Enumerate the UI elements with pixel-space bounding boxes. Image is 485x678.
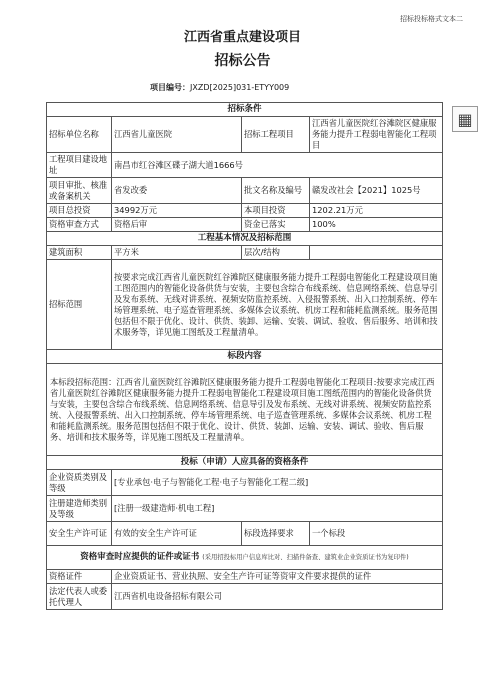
- tenderer-value: 江西省儿童医院: [112, 117, 242, 153]
- documents-title: 资格审查时应提供的证件或证书: [80, 552, 200, 562]
- safety-license-value: 有效的安全生产许可证: [112, 522, 242, 546]
- scope-value: 按要求完成江西省儿童医院红谷滩院区健康服务能力提升工程弱电智能化工程建设项目施工图范围内的智能化设备供货与安装，主要包含综合布线系统、信息网络系统、信息导引及发布系统、无线对讲系统、视频安防监控系统、入侵报警系统、出入口控制系统、停车场管理系统、电子巡查管理系统、多媒体会议系统、机房工程和能耗监测系统。服务范围包括但不限于优化、设计、供货、装卸、运输、安装、调试、验收、售后服务、培训和技术服务等，详见施工图纸及工程量清单。: [112, 260, 443, 350]
- safety-license-label: 安全生产许可证: [47, 522, 112, 546]
- area-unit: 平方米: [112, 246, 242, 260]
- document-title: 江西省重点建设项目: [183, 30, 301, 45]
- structure-value: [310, 246, 443, 260]
- address-label: 工程项目建设地址: [47, 153, 112, 178]
- section-documents: [47, 546, 443, 570]
- agent-value: 江西省机电设备招标有限公司: [112, 584, 443, 610]
- scope-label: 招标范围: [47, 260, 112, 350]
- structure-label: 层次/结构: [242, 246, 310, 260]
- builder-qual-value: [注册一级建造师·机电工程]: [112, 496, 443, 522]
- lot-content: 本标段招标范围：江西省儿童医院红谷滩院区健康服务能力提升工程弱电智能化工程项目:按要求完成江西省儿童医院红谷滩院区健康服务能力提升工程弱电智能化工程建设项目施工图纸范围内的智能化设备供货与安装，主要包含综合布线系统、信息网络系统、信息导引及发布系统、无线对讲系统、视频安防监控系统、入侵报警系统、出入口控制系统、停车场管理系统、电子巡查管理系统、多媒体会议系统、机房工程和能耗监测系统。服务范围包括但不限于优化、设计、供货、装卸、运输、安装、调试、验收、售后服务、培训和技术服务等，详见施工图纸及工程量清单。: [47, 364, 443, 456]
- approval-doc-label: 批文名称及编号: [242, 178, 310, 204]
- lot-selection-label: 标段选择要求: [242, 522, 310, 546]
- funds-label: 资金已落实: [242, 218, 310, 232]
- section-basic: 工程基本情况及招标范围: [47, 232, 443, 246]
- review-method-label: 资格审查方式: [47, 218, 112, 232]
- enterprise-qual-label: 企业资质类别及等级: [47, 470, 112, 496]
- project-number-label: 项目编号：: [150, 83, 190, 92]
- section-qualification: 投标（申请）人应具备的资格条件: [47, 456, 443, 470]
- documents-note: (采用招投标用户信息库比对、扫描件备查、建筑业企业资质证书为复印件): [202, 554, 409, 561]
- funds-value: 100%: [310, 218, 443, 232]
- project-number-value: JXZD[2025]031-ETYY009: [190, 83, 290, 92]
- approval-doc-value: 赣发改社会【2021】1025号: [310, 178, 443, 204]
- tender-table: [46, 102, 443, 610]
- tenderer-label: 招标单位名称: [47, 117, 112, 153]
- project-number: [150, 82, 289, 93]
- review-method-value: 资格后审: [112, 218, 242, 232]
- document-subtitle: 招标公告: [214, 53, 271, 69]
- approval-org-value: 省发改委: [112, 178, 242, 204]
- total-investment-value: 34992万元: [112, 204, 242, 218]
- project-label: 招标工程项目: [242, 117, 310, 153]
- approval-org-label: 项目审批、核准或备案机关: [47, 178, 112, 204]
- document-format-label: 招标投标格式文本二: [400, 15, 463, 23]
- builder-qual-label: 注册建造师类别及等级: [47, 496, 112, 522]
- enterprise-qual-value: [专业承包·电子与智能化工程·电子与智能化工程二级]: [112, 470, 443, 496]
- agent-label: 法定代表人或委托代理人: [47, 584, 112, 610]
- certificate-value: 企业资质证书、营业执照、安全生产许可证等资审文件要求提供的证件: [112, 570, 443, 584]
- project-value: 江西省儿童医院红谷滩院区健康服务能力提升工程弱电智能化工程项目: [310, 117, 443, 153]
- section-content: 标段内容: [47, 350, 443, 364]
- address-value: 南昌市红谷滩区碟子湖大道1666号: [112, 153, 443, 178]
- area-label: 建筑面积: [47, 246, 112, 260]
- total-investment-label: 项目总投资: [47, 204, 112, 218]
- contract-investment-label: 本项目投资: [242, 204, 310, 218]
- lot-selection-value: 一个标段: [310, 522, 443, 546]
- section-conditions: 招标条件: [47, 103, 443, 117]
- contract-investment-value: 1202.21万元: [310, 204, 443, 218]
- qr-code-icon[interactable]: ▦: [452, 106, 478, 132]
- certificate-label: 资格证件: [47, 570, 112, 584]
